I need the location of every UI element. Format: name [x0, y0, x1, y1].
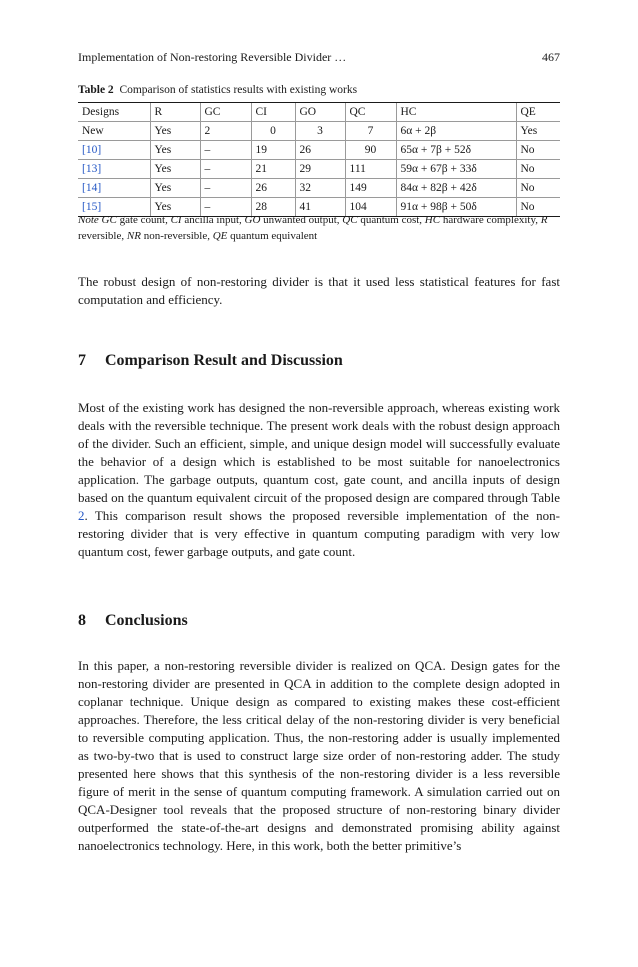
section-8-body: In this paper, a non-restoring reversible divider is realized on QCA. Design gates for the non-restoring divider are presented in QCA in addition to the complete design adopted in coplanar technique. Unique design as compared to existing makes these cost-efficient approaches. Therefore, the less critical delay of the non-restoring divider is very beneficial to reversible computing application. Thus, the non-restoring adder is usually implemented as two-by-two that is used to construct large size order of non-restoring adder. The study presented here shows that this synthesis of the non-restoring divider is a less reversible figure of merit in the sense of quantum computing framework. A simulation carried out on QCA-Designer tool reveals that the proposed structure of non-restoring binary divider outperformed the state-of-the-art designs and demonstrated promising ability against nanoelectronics technology. Here, in this work, both the better primitive’s: [78, 658, 560, 853]
cell-design: New: [78, 122, 150, 141]
cell-qc: 104: [345, 198, 396, 217]
cell-go: 41: [295, 198, 345, 217]
running-head: [78, 50, 560, 65]
note-abbr: NR: [126, 230, 141, 242]
cell-gc: –: [200, 160, 251, 179]
cell-gc: 2: [200, 122, 251, 141]
cell-gc: –: [200, 179, 251, 198]
cell-qe: No: [516, 198, 560, 217]
cell-design-ref-link[interactable]: [15]: [78, 198, 150, 217]
cell-go: 29: [295, 160, 345, 179]
cell-qe: No: [516, 141, 560, 160]
note-label: Note: [78, 214, 99, 226]
cell-hc: 65α + 7β + 52δ: [396, 141, 516, 160]
table-row: [78, 122, 560, 141]
cell-go: 26: [295, 141, 345, 160]
section-7-body: [78, 399, 560, 561]
note-text: hardware complexity,: [442, 214, 539, 226]
cell-r: Yes: [150, 198, 200, 217]
note-text: reversible,: [78, 230, 125, 242]
table-row: [78, 141, 560, 160]
section-title: Conclusions: [105, 612, 188, 629]
note-abbr: GO: [244, 214, 261, 226]
section-7-text-continued: . This comparison result shows the proposed reversible implementation of the non-restoring divider that is very effective in quantum computing paradigm with very low quantum cost, fewer garbage outputs, and gate count.: [78, 508, 560, 559]
table-row: [78, 160, 560, 179]
cell-design-ref-link[interactable]: [10]: [78, 141, 150, 160]
cell-ci: 21: [251, 160, 295, 179]
header-go: GO: [295, 103, 345, 122]
note-abbr: CI: [170, 214, 182, 226]
cell-hc: 91α + 98β + 50δ: [396, 198, 516, 217]
cell-gc: –: [200, 198, 251, 217]
note-abbr: R: [540, 214, 548, 226]
note-abbr: QC: [342, 214, 358, 226]
cell-ci: 19: [251, 141, 295, 160]
note-abbr: QE: [212, 230, 228, 242]
cell-qe: No: [516, 160, 560, 179]
cell-go: 32: [295, 179, 345, 198]
section-7-text: Most of the existing work has designed the non-reversible approach, whereas existing work deals with the reversible technique. The present work deals with the robust design approach of the divider. Such an efficient, simple, and unique design model will successfully evaluate the behavior of a design which is established to be most suitable for nanoelectronics application. The garbage outputs, quantum cost, gate count, and ancilla inputs of design based on the quantum equivalent circuit of the proposed design are compared through Table: [78, 400, 560, 505]
cell-qc: 149: [345, 179, 396, 198]
section-7-heading: [78, 352, 343, 370]
cell-r: Yes: [150, 179, 200, 198]
cell-qe: Yes: [516, 122, 560, 141]
header-qe: QE: [516, 103, 560, 122]
note-text: ancilla input,: [184, 214, 242, 226]
table-ref-link[interactable]: 2: [78, 508, 85, 523]
header-r: R: [150, 103, 200, 122]
note-text: quantum cost,: [360, 214, 423, 226]
running-head-title: Implementation of Non-restoring Reversible Divider …: [78, 50, 347, 64]
section-title: Comparison Result and Discussion: [105, 352, 343, 369]
note-text: quantum equivalent: [230, 230, 318, 242]
cell-qc: 111: [345, 160, 396, 179]
cell-gc: –: [200, 141, 251, 160]
cell-hc: 84α + 82β + 42δ: [396, 179, 516, 198]
cell-r: Yes: [150, 160, 200, 179]
cell-qc: 7: [345, 122, 396, 141]
cell-r: Yes: [150, 122, 200, 141]
intro-paragraph: The robust design of non-restoring divider is that it used less statistical features for fast computation and efficiency.: [78, 274, 560, 307]
cell-hc: 59α + 67β + 33δ: [396, 160, 516, 179]
cell-r: Yes: [150, 141, 200, 160]
cell-qc: 90: [345, 141, 396, 160]
header-ci: CI: [251, 103, 295, 122]
cell-qe: No: [516, 179, 560, 198]
table-header-row: [78, 103, 560, 122]
cell-go: 3: [295, 122, 345, 141]
table-caption-label: Table 2: [78, 84, 114, 96]
note-abbr: HC: [424, 214, 441, 226]
cell-ci: 28: [251, 198, 295, 217]
note-abbr: GC: [101, 214, 117, 226]
table-note: [78, 212, 560, 244]
comparison-table: [78, 102, 560, 217]
table-row: [78, 179, 560, 198]
cell-design-ref-link[interactable]: [14]: [78, 179, 150, 198]
page-number: 467: [542, 50, 560, 64]
cell-ci: 0: [251, 122, 295, 141]
cell-hc: 6α + 2β: [396, 122, 516, 141]
table-caption-text: Comparison of statistics results with existing works: [119, 84, 358, 96]
note-text: gate count,: [119, 214, 168, 226]
header-designs: Designs: [78, 103, 150, 122]
section-number: 7: [78, 352, 86, 369]
header-hc: HC: [396, 103, 516, 122]
header-gc: GC: [200, 103, 251, 122]
table-caption: [78, 84, 357, 96]
section-8-heading: [78, 612, 188, 630]
section-number: 8: [78, 612, 86, 629]
note-text: unwanted output,: [263, 214, 340, 226]
cell-ci: 26: [251, 179, 295, 198]
note-text: non-reversible,: [143, 230, 210, 242]
header-qc: QC: [345, 103, 396, 122]
cell-design-ref-link[interactable]: [13]: [78, 160, 150, 179]
